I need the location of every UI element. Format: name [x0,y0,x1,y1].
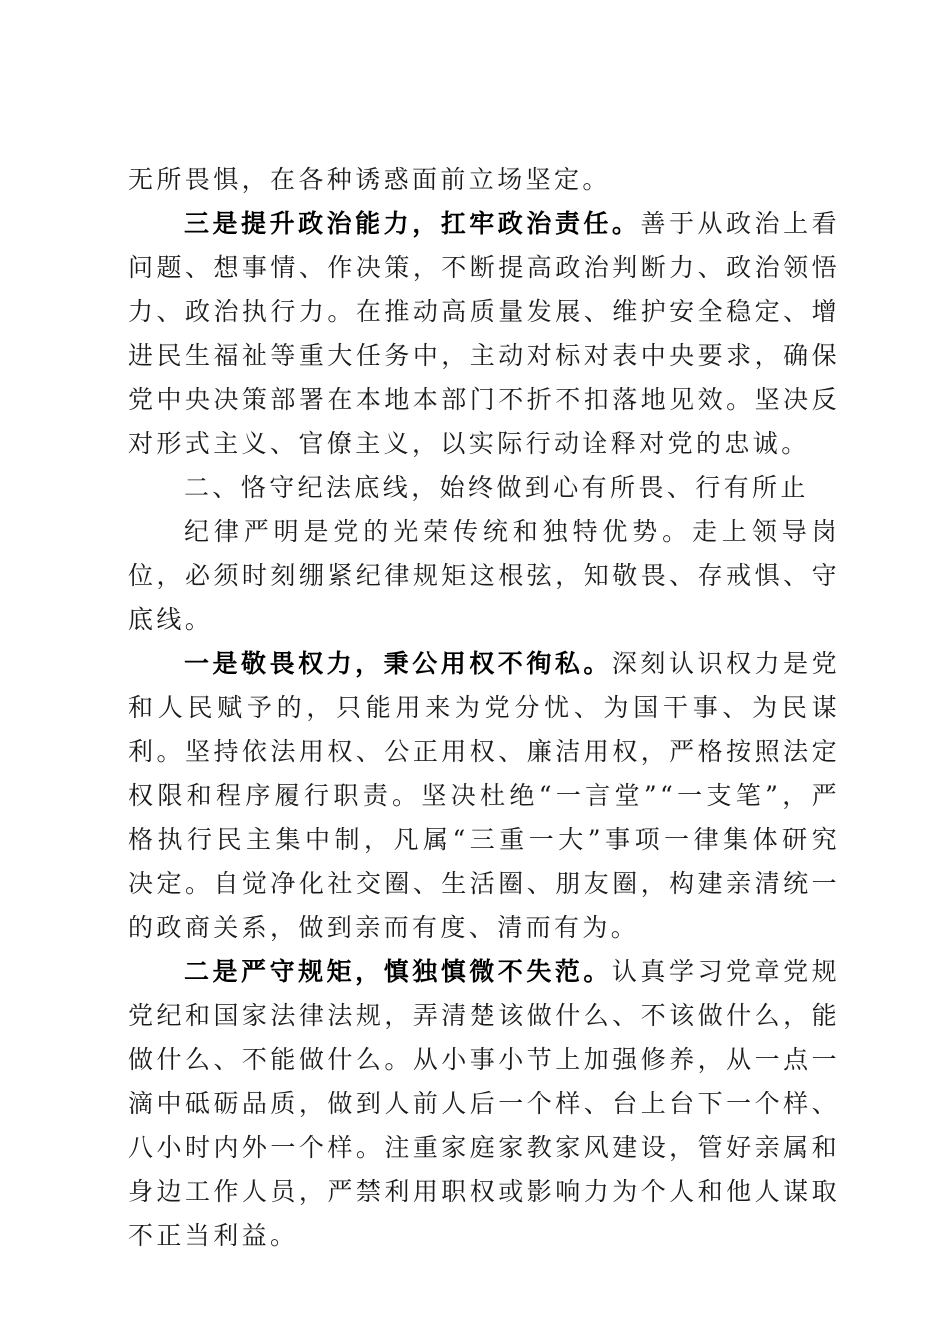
paragraph-text: 纪律严明是党的光荣传统和独特优势。走上领导岗位，必须时刻绷紧纪律规矩这根弦，知敬畏、存戒惧、守底线。 [128,517,840,634]
section-heading-text: 二、恪守纪法底线，始终做到心有所畏、行有所止 [184,473,809,502]
section-heading-two [128,466,840,510]
paragraph-section-intro [128,510,840,642]
paragraph-text: 认真学习党章党规党纪和国家法律法规，弄清楚该做什么、不该做什么，能做什么、不能做什么。从小事小节上加强修养，从一点一滴中砥砺品质，做到人前人后一个样、台上台下一个样、八小时内外一个样。注重家庭家教家风建设，管好亲属和身边工作人员，严禁利用职权或影响力为个人和他人谋取不正当利益。 [128,957,840,1250]
paragraph-point-one [128,642,840,950]
paragraph-point-three [128,202,840,466]
paragraph-lead-heading: 一是敬畏权力，秉公用权不徇私。 [184,649,612,678]
paragraph-text: 深刻认识权力是党和人民赋予的，只能用来为党分忧、为国干事、为民谋利。坚持依法用权、公正用权、廉洁用权，严格按照法定权限和程序履行职责。坚决杜绝“一言堂”“一支笔”，严格执行民主集中制，凡属“三重一大”事项一律集体研究决定。自觉净化社交圈、生活圈、朋友圈，构建亲清统一的政商关系，做到亲而有度、清而有为。 [128,649,840,942]
paragraph-text: 善于从政治上看问题、想事情、作决策，不断提高政治判断力、政治领悟力、政治执行力。在推动高质量发展、维护安全稳定、增进民生福祉等重大任务中，主动对标对表中央要求，确保党中央决策部署在本地本部门不折不扣落地见效。坚决反对形式主义、官僚主义，以实际行动诠释对党的忠诚。 [128,209,840,458]
paragraph-continuation [128,158,840,202]
paragraph-text: 无所畏惧，在各种诱惑面前立场坚定。 [128,165,611,194]
paragraph-point-two [128,950,840,1258]
paragraph-lead-heading: 三是提升政治能力，扛牢政治责任。 [184,209,641,238]
paragraph-lead-heading: 二是严守规矩，慎独慎微不失范。 [184,957,612,986]
document-body [128,158,840,1258]
